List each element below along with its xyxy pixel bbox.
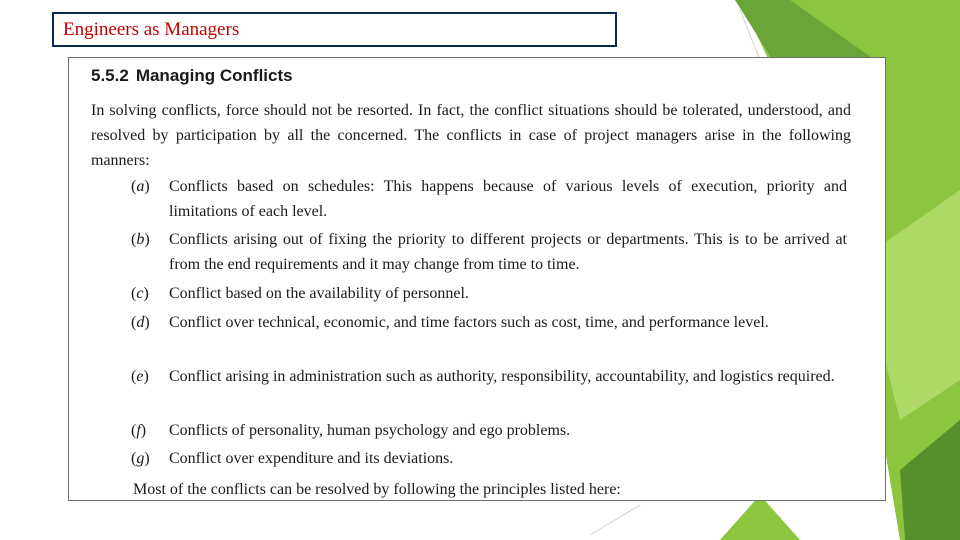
section-title: Managing Conflicts [135,66,293,85]
intro-paragraph: In solving conflicts, force should not be resorted. In fact, the conflict situations should be tolerated, understood, and resolved by participation by all the concerned. The conflicts in case of project managers arise in the following manners: [91,102,851,169]
list-marker: (c) [131,285,149,302]
list-item-text: Conflicts arising out of fixing the priority to different projects or departments. This is to be arrived at from the end requirements and it may change from time to time. [169,231,847,273]
slide-title: Engineers as Managers [63,19,240,40]
list-marker: (f) [131,422,147,439]
bottom-green-accent-shape [720,495,800,540]
list-item-text: Conflicts based on schedules: This happens because of various levels of execution, priority and limitations of each level. [169,178,847,220]
list-marker: (e) [131,368,149,385]
list-item-text: Conflict over technical, economic, and time factors such as cost, time, and performance level. [169,314,769,331]
list-marker: (a) [131,178,150,195]
list-item-text: Conflicts of personality, human psychology and ego problems. [169,422,571,439]
thin-accent-line-bottom [590,505,640,535]
section-heading [91,66,293,86]
section-number: 5.5.2 [91,66,129,85]
list-item-text: Conflict arising in administration such as authority, responsibility, accountability, and logistics required. [169,368,835,385]
slide-title-box [52,12,617,47]
closing-sentence: Most of the conflicts can be resolved by following the principles listed here: [133,481,621,498]
list-marker: (g) [131,450,150,467]
list-marker: (b) [131,231,150,248]
list-marker: (d) [131,314,150,331]
list-item-text: Conflict over expenditure and its deviations. [169,450,454,467]
list-item-text: Conflict based on the availability of personnel. [169,285,469,302]
document-excerpt [68,57,886,501]
